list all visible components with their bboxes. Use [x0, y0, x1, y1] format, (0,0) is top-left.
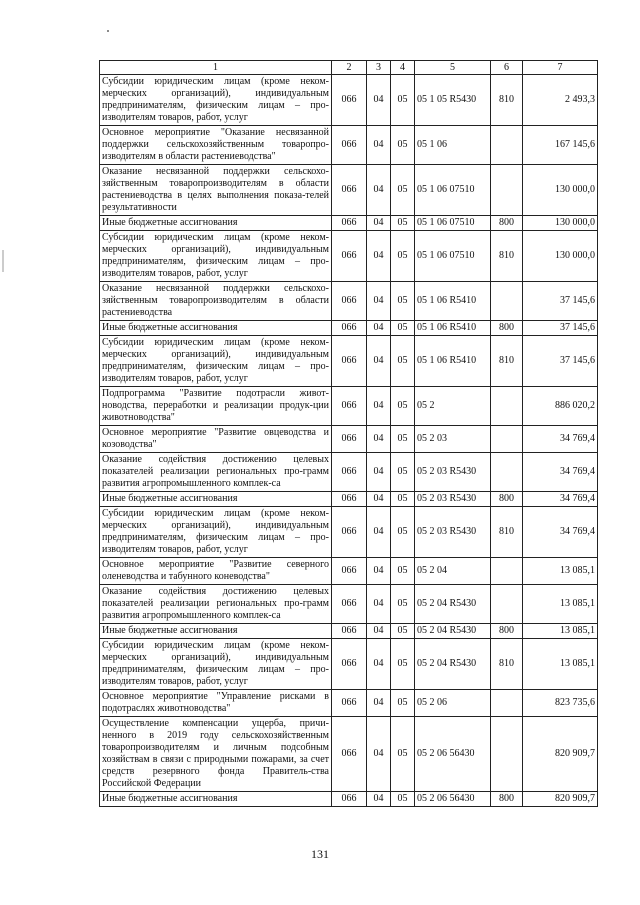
row-name-cell: Иные бюджетные ассигнования	[100, 321, 332, 336]
row-vedomstvo-cell: 066	[332, 639, 367, 690]
row-vr-cell	[491, 717, 523, 792]
row-name-cell: Основное мероприятие "Управление рисками в подотраслях животноводства"	[100, 690, 332, 717]
row-vr-cell: 810	[491, 507, 523, 558]
row-sum-cell: 823 735,6	[523, 690, 598, 717]
row-vedomstvo-cell: 066	[332, 585, 367, 624]
row-name-cell: Оказание несвязанной поддержки сельскохо-зяйственным товаропроизводителям в области растениеводства в целях выполнения показа-телей результативности	[100, 165, 332, 216]
row-sum-cell: 130 000,0	[523, 216, 598, 231]
row-csr-cell: 05 2 04 R5430	[415, 639, 491, 690]
row-vedomstvo-cell: 066	[332, 75, 367, 126]
row-vr-cell	[491, 453, 523, 492]
row-name-cell: Субсидии юридическим лицам (кроме неком-мерческих организаций), индивидуальным предпринимателям, физическим лицам – про-изводителям товаров, работ, услуг	[100, 336, 332, 387]
row-pr-cell: 05	[391, 624, 415, 639]
row-pr-cell: 05	[391, 336, 415, 387]
table-row	[100, 624, 598, 639]
row-pr-cell: 05	[391, 717, 415, 792]
row-sum-cell: 34 769,4	[523, 426, 598, 453]
row-vr-cell	[491, 282, 523, 321]
row-vedomstvo-cell: 066	[332, 216, 367, 231]
row-vr-cell	[491, 387, 523, 426]
table-row	[100, 231, 598, 282]
row-rz-cell: 04	[367, 321, 391, 336]
row-pr-cell: 05	[391, 585, 415, 624]
table-row	[100, 321, 598, 336]
row-sum-cell: 37 145,6	[523, 321, 598, 336]
header-cell-vedomstvo: 2	[332, 61, 367, 75]
row-rz-cell: 04	[367, 639, 391, 690]
row-name-cell: Иные бюджетные ассигнования	[100, 624, 332, 639]
row-csr-cell: 05 1 06 07510	[415, 216, 491, 231]
row-name-cell: Оказание несвязанной поддержки сельскохо-зяйственным товаропроизводителям в области растениеводства	[100, 282, 332, 321]
row-pr-cell: 05	[391, 75, 415, 126]
row-vedomstvo-cell: 066	[332, 558, 367, 585]
row-vr-cell: 800	[491, 792, 523, 807]
row-csr-cell: 05 1 06 07510	[415, 231, 491, 282]
row-pr-cell: 05	[391, 231, 415, 282]
row-csr-cell: 05 2 03 R5430	[415, 507, 491, 558]
header-cell-pr: 4	[391, 61, 415, 75]
row-csr-cell: 05 2 06 56430	[415, 717, 491, 792]
row-vr-cell	[491, 558, 523, 585]
row-vedomstvo-cell: 066	[332, 492, 367, 507]
row-name-cell: Иные бюджетные ассигнования	[100, 492, 332, 507]
row-rz-cell: 04	[367, 717, 391, 792]
row-vedomstvo-cell: 066	[332, 282, 367, 321]
header-cell-name: 1	[100, 61, 332, 75]
row-vr-cell	[491, 165, 523, 216]
table-row	[100, 75, 598, 126]
row-sum-cell: 13 085,1	[523, 639, 598, 690]
row-sum-cell: 37 145,6	[523, 282, 598, 321]
row-pr-cell: 05	[391, 690, 415, 717]
row-pr-cell: 05	[391, 126, 415, 165]
row-vr-cell: 800	[491, 492, 523, 507]
row-name-cell: Субсидии юридическим лицам (кроме неком-мерческих организаций), индивидуальным предпринимателям, физическим лицам – про-изводителям товаров, работ, услуг	[100, 639, 332, 690]
row-csr-cell: 05 1 06	[415, 126, 491, 165]
row-rz-cell: 04	[367, 165, 391, 216]
row-pr-cell: 05	[391, 639, 415, 690]
table-row	[100, 453, 598, 492]
row-name-cell: Иные бюджетные ассигнования	[100, 792, 332, 807]
table-row	[100, 426, 598, 453]
scan-speck	[107, 30, 109, 32]
row-rz-cell: 04	[367, 426, 391, 453]
row-name-cell: Оказание содействия достижению целевых показателей реализации региональных про-грамм развития агропромышленного комплек-са	[100, 585, 332, 624]
row-vr-cell: 810	[491, 75, 523, 126]
row-sum-cell: 130 000,0	[523, 231, 598, 282]
row-csr-cell: 05 2 06 56430	[415, 792, 491, 807]
row-csr-cell: 05 2 06	[415, 690, 491, 717]
row-vr-cell	[491, 426, 523, 453]
row-vedomstvo-cell: 066	[332, 231, 367, 282]
row-sum-cell: 13 085,1	[523, 558, 598, 585]
table-row	[100, 282, 598, 321]
row-sum-cell: 820 909,7	[523, 792, 598, 807]
row-rz-cell: 04	[367, 453, 391, 492]
row-csr-cell: 05 2 03 R5430	[415, 453, 491, 492]
row-name-cell: Субсидии юридическим лицам (кроме неком-мерческих организаций), индивидуальным предпринимателям, физическим лицам – про-изводителям товаров, работ, услуг	[100, 75, 332, 126]
row-csr-cell: 05 1 05 R5430	[415, 75, 491, 126]
row-csr-cell: 05 2 04 R5430	[415, 585, 491, 624]
table-row	[100, 492, 598, 507]
table-row	[100, 165, 598, 216]
table-row	[100, 792, 598, 807]
row-pr-cell: 05	[391, 387, 415, 426]
table-row	[100, 558, 598, 585]
table-row	[100, 585, 598, 624]
row-pr-cell: 05	[391, 792, 415, 807]
row-vr-cell	[491, 126, 523, 165]
row-csr-cell: 05 2 03	[415, 426, 491, 453]
row-csr-cell: 05 2 04	[415, 558, 491, 585]
row-pr-cell: 05	[391, 321, 415, 336]
row-name-cell: Субсидии юридическим лицам (кроме неком-мерческих организаций), индивидуальным предпринимателям, физическим лицам – про-изводителям товаров, работ, услуг	[100, 231, 332, 282]
row-vr-cell	[491, 585, 523, 624]
row-rz-cell: 04	[367, 507, 391, 558]
row-rz-cell: 04	[367, 387, 391, 426]
header-cell-csr: 5	[415, 61, 491, 75]
row-sum-cell: 37 145,6	[523, 336, 598, 387]
row-vr-cell: 800	[491, 216, 523, 231]
row-name-cell: Осуществление компенсации ущерба, причи-ненного в 2019 году сельскохозяйственным товаропроизводителям и личным подсобным хозяйствам в связи с природными пожарами, за счет средств резервного фонда Правитель-ства Российской Федерации	[100, 717, 332, 792]
row-vedomstvo-cell: 066	[332, 690, 367, 717]
header-row	[100, 61, 598, 75]
row-sum-cell: 130 000,0	[523, 165, 598, 216]
row-rz-cell: 04	[367, 231, 391, 282]
table-body	[100, 61, 598, 807]
row-pr-cell: 05	[391, 216, 415, 231]
row-sum-cell: 34 769,4	[523, 453, 598, 492]
row-pr-cell: 05	[391, 453, 415, 492]
row-vedomstvo-cell: 066	[332, 453, 367, 492]
row-rz-cell: 04	[367, 75, 391, 126]
row-name-cell: Субсидии юридическим лицам (кроме неком-мерческих организаций), индивидуальным предпринимателям, физическим лицам – про-изводителям товаров, работ, услуг	[100, 507, 332, 558]
row-vr-cell: 800	[491, 624, 523, 639]
row-sum-cell: 167 145,6	[523, 126, 598, 165]
row-vr-cell: 810	[491, 231, 523, 282]
table-row	[100, 690, 598, 717]
scan-edge-mark	[2, 250, 4, 272]
row-pr-cell: 05	[391, 282, 415, 321]
row-csr-cell: 05 1 06 07510	[415, 165, 491, 216]
row-name-cell: Подпрограмма "Развитие подотрасли живот-новодства, переработки и реализации продук-ции животноводства"	[100, 387, 332, 426]
row-name-cell: Основное мероприятие "Развитие северного оленеводства и табунного коневодства"	[100, 558, 332, 585]
row-rz-cell: 04	[367, 558, 391, 585]
row-sum-cell: 34 769,4	[523, 507, 598, 558]
row-rz-cell: 04	[367, 336, 391, 387]
table-row	[100, 717, 598, 792]
page-number: 131	[311, 847, 329, 861]
header-cell-sum: 7	[523, 61, 598, 75]
row-vr-cell: 810	[491, 336, 523, 387]
row-vr-cell	[491, 690, 523, 717]
row-vedomstvo-cell: 066	[332, 321, 367, 336]
row-csr-cell: 05 1 06 R5410	[415, 336, 491, 387]
row-rz-cell: 04	[367, 792, 391, 807]
row-pr-cell: 05	[391, 426, 415, 453]
row-sum-cell: 2 493,3	[523, 75, 598, 126]
row-csr-cell: 05 2	[415, 387, 491, 426]
row-sum-cell: 13 085,1	[523, 624, 598, 639]
table-row	[100, 387, 598, 426]
table-row	[100, 639, 598, 690]
row-sum-cell: 13 085,1	[523, 585, 598, 624]
header-cell-rz: 3	[367, 61, 391, 75]
row-rz-cell: 04	[367, 624, 391, 639]
row-pr-cell: 05	[391, 507, 415, 558]
row-csr-cell: 05 2 03 R5430	[415, 492, 491, 507]
row-vedomstvo-cell: 066	[332, 792, 367, 807]
header-cell-vr: 6	[491, 61, 523, 75]
row-rz-cell: 04	[367, 585, 391, 624]
table-row	[100, 216, 598, 231]
row-pr-cell: 05	[391, 492, 415, 507]
table-row	[100, 336, 598, 387]
row-sum-cell: 820 909,7	[523, 717, 598, 792]
row-rz-cell: 04	[367, 216, 391, 231]
row-csr-cell: 05 1 06 R5410	[415, 321, 491, 336]
table-row	[100, 507, 598, 558]
row-vedomstvo-cell: 066	[332, 717, 367, 792]
row-rz-cell: 04	[367, 690, 391, 717]
table-row	[100, 126, 598, 165]
row-vedomstvo-cell: 066	[332, 426, 367, 453]
row-rz-cell: 04	[367, 282, 391, 321]
row-vedomstvo-cell: 066	[332, 336, 367, 387]
row-vedomstvo-cell: 066	[332, 507, 367, 558]
row-vedomstvo-cell: 066	[332, 387, 367, 426]
row-name-cell: Иные бюджетные ассигнования	[100, 216, 332, 231]
row-pr-cell: 05	[391, 558, 415, 585]
row-vedomstvo-cell: 066	[332, 126, 367, 165]
row-csr-cell: 05 2 04 R5430	[415, 624, 491, 639]
row-rz-cell: 04	[367, 126, 391, 165]
row-vedomstvo-cell: 066	[332, 624, 367, 639]
row-pr-cell: 05	[391, 165, 415, 216]
row-name-cell: Оказание содействия достижению целевых показателей реализации региональных про-грамм развития агропромышленного комплек-са	[100, 453, 332, 492]
row-name-cell: Основное мероприятие "Развитие овцеводства и козоводства"	[100, 426, 332, 453]
row-vr-cell: 800	[491, 321, 523, 336]
row-vr-cell: 810	[491, 639, 523, 690]
row-name-cell: Основное мероприятие "Оказание несвязанной поддержки сельскохозяйственным товаропро-изводителям в области растениеводства"	[100, 126, 332, 165]
row-csr-cell: 05 1 06 R5410	[415, 282, 491, 321]
row-rz-cell: 04	[367, 492, 391, 507]
row-sum-cell: 886 020,2	[523, 387, 598, 426]
row-sum-cell: 34 769,4	[523, 492, 598, 507]
row-vedomstvo-cell: 066	[332, 165, 367, 216]
budget-table	[99, 60, 598, 807]
